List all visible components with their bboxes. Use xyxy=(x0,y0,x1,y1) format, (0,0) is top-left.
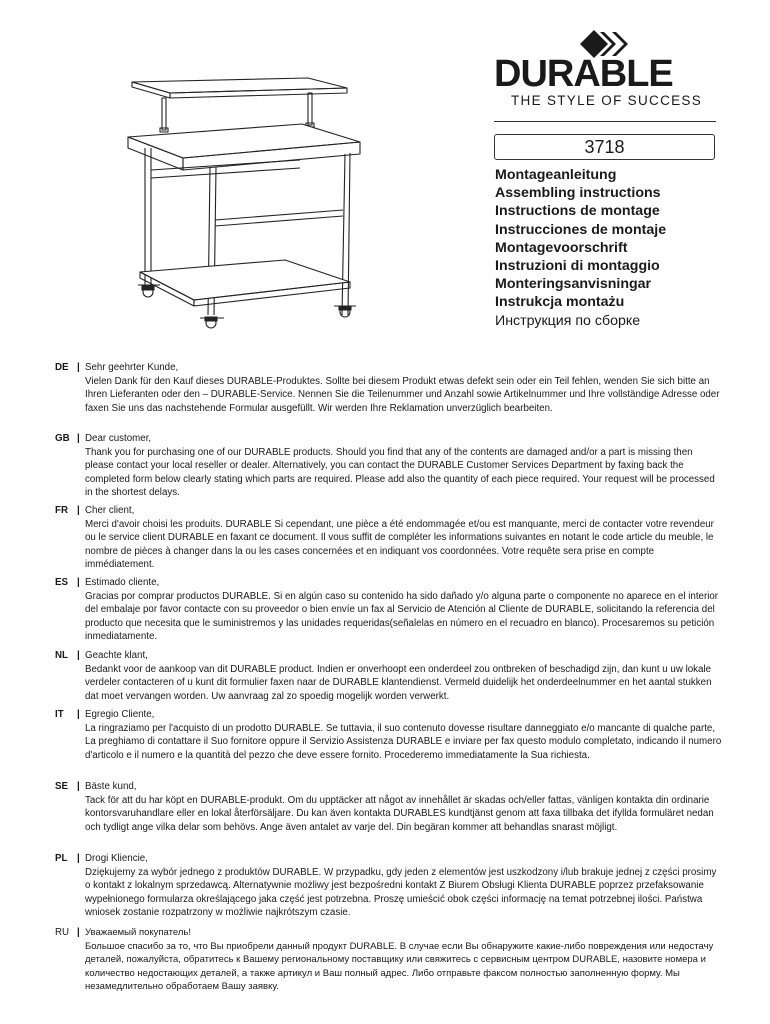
section-text: La ringraziamo per l'acquisto di un prodotto DURABLE. Se tuttavia, il suo contenuto dovesse risultare danneggiato e/o mancante di qualche parte, La preghiamo di contattare il Suo fornitore oppure il Servizio Assistenza DURABLE e inviare per fax questo modulo completato, indicando il numero d'articolo e il numero e la quantità del pezzo che deve essere fornito. Procederemo immediatamente la Sua richiesta. xyxy=(85,722,722,761)
greeting: Sehr geehrter Kunde, xyxy=(85,362,179,373)
lang-code: IT xyxy=(55,709,64,720)
greeting: Bäste kund, xyxy=(85,781,137,792)
section-es: ES | Estimado cliente, Gracias por comprar productos DURABLE. Si en algún caso su contenido ha sido dañado y/o alguna parte o componente no aparece en el interior del embalaje por favor contacte con su proveedor o bien envíe un fax al Servicio de Atención al Cliente de DURABLE, solicitando la referencia del producto que necesita que le suministremos y las unidades requeridas(señalelas en número en el recuadro en blanco). Procesaremos su petición inmediatamente. xyxy=(55,576,723,644)
lang-code: ES xyxy=(55,577,69,588)
greeting: Drogi Kliencie, xyxy=(85,853,148,864)
desk-illustration xyxy=(120,60,385,335)
title-pl: Instrukcja montażu xyxy=(495,294,625,311)
title-list xyxy=(495,166,666,330)
lang-code: NL xyxy=(55,650,68,661)
title-es: Instrucciones de montaje xyxy=(495,221,667,238)
greeting: Geachte klant, xyxy=(85,650,148,661)
title-se: Monteringsanvisningar xyxy=(495,276,652,293)
divider xyxy=(494,121,716,122)
section-text: Большое спасибо за то, что Вы приобрели данный продукт DURABLE. В случае если Вы обнаружите какие-либо повреждения или недостачу деталей, пожалуйста, обратитесь к Вашему региональному поставщику или свяжитесь с сервисным центром DURABLE, назовите номера и количество недостающих деталей, а также артикул и Ваш полный адрес. Либо отправьте факсом полностью заполненную форму. Мы незамедлительно обработаем Вашу заявку. xyxy=(85,940,714,992)
lang-code: PL xyxy=(55,853,68,864)
section-text: Thank you for purchasing one of our DURABLE products. Should you find that any of the contents are damaged and/or a part is missing then please contact your local reseller or dealer. Alternatively, you can contact the DURABLE Customer Services Department by faxing back the completed form below clearly stating which parts are required. Please add also the quantity of each piece required. Your request will be processed in the shortest delays. xyxy=(85,446,715,498)
greeting: Cher client, xyxy=(85,505,135,516)
section-text: Tack för att du har köpt en DURABLE-produkt. Om du upptäcker att något av innehållet är skadas och/eller fattas, vänligen kontakta din ordinarie kontorsvaruhandlare eller en lokal återförsäljare. Du kan även kontakta DURABLES kundtjänst genom att faxa tillbaka det ifyllda formuläret nedan och tydligt ange vilka delar som behövs. Ange även antalet av varje del. Din begäran kommer att behandlas snarast möjligt. xyxy=(85,794,714,833)
title-it: Instruzioni di montaggio xyxy=(495,258,660,275)
lang-code: GB xyxy=(55,433,70,444)
title-nl: Montagevoorschrift xyxy=(495,239,628,256)
section-text: Vielen Dank für den Kauf dieses DURABLE-Produktes. Sollte bei diesem Produkt etwas defekt sein oder ein Teil fehlen, wenden Sie sich bitte an Ihren Lieferanten oder den – DURABLE-Service. Nennen Sie die Teilenummer und Anzahl sowie Artikelnummer und Ihre vollständige Adresse oder faxen Sie uns das nachstehende Formular ausgefüllt. Wir werden Ihre Reklamation unverzüglich bearbeiten. xyxy=(85,375,720,414)
greeting: Egregio Cliente, xyxy=(85,709,155,720)
brand-name: DURABLE xyxy=(494,53,673,95)
section-text: Gracias por comprar productos DURABLE. Si en algún caso su contenido ha sido dañado y/o alguna parte o componente no aparece en el interior del embalaje por favor contacte con su proveedor o bien envíe un fax al Servicio de Atención al Cliente de DURABLE, solicitando la referencia del producto que necesita que le suministremos y las unidades requeridas(señalelas en número en el recuadro en blanco). Procesaremos su petición inmediatamente. xyxy=(85,590,719,642)
lang-code: FR xyxy=(55,505,68,516)
title-de: Montageanleitung xyxy=(495,167,617,183)
model-number: 3718 xyxy=(494,134,715,160)
lang-code: DE xyxy=(55,362,69,373)
greeting: Dear customer, xyxy=(85,433,152,444)
section-gb: GB | Dear customer, Thank you for purchasing one of our DURABLE products. Should you find that any of the contents are damaged and/or a part is missing then please contact your local reseller or dealer. Alternatively, you can contact the DURABLE Customer Services Department by faxing back the completed form below clearly stating which parts are required. Please add also the quantity of each piece required. Your request will be processed in the shortest delays. xyxy=(55,432,723,500)
section-de: DE | Sehr geehrter Kunde, Vielen Dank für den Kauf dieses DURABLE-Produktes. Sollte bei diesem Produkt etwas defekt sein oder ein Teil fehlen, wenden Sie sich bitte an Ihren Lieferanten oder den – DURABLE-Service. Nennen Sie die Teilenummer und Anzahl sowie Artikelnummer und Ihre vollständige Adresse oder faxen Sie uns das nachstehende Formular ausgefüllt. Wir werden Ihre Reklamation unverzüglich bearbeiten. xyxy=(55,361,723,415)
section-text: Dziękujemy za wybór jednego z produktów DURABLE. W przypadku, gdy jeden z elementów jest uszkodzony i/lub brakuje jednej z części prosimy o kontakt z lokalnym sprzedawcą. Alternatywnie możliwy jest bezpośredni kontakt Z Biurem Obsługi Klienta DURABLE poprzez przefaksowanie wypełnionego formularza określającego jaka część jest potrzebna. Proszę umieścić obok części informację na temat potrzebnej ilości. Państwa wniosek zostanie rozpatrzony w możliwie najkrótszym czasie. xyxy=(85,866,717,918)
section-it: IT | Egregio Cliente, La ringraziamo per l'acquisto di un prodotto DURABLE. Se tuttavia, il suo contenuto dovesse risultare danneggiato e/o mancante di qualche parte, La preghiamo di contattare il Suo fornitore oppure il Servizio Assistenza DURABLE e inviare per fax questo modulo completato, indicando il numero d'articolo e il numero e la quantità del pezzo che deve essere fornito. Procederemo immediatamente la Sua richiesta. xyxy=(55,709,722,761)
section-nl: NL | Geachte klant, Bedankt voor de aankoop van dit DURABLE product. Indien er onverhoopt een onderdeel zou ontbreken of beschadigd zijn, dan kunt u uw lokale verdeler contacteren of u kunt dit formulier faxen naar de DURABLE klantendienst. Vermeld duidelijk het onderdeelnummer en het aantal stukken dat moet vervangen worden. Uw aanvraag zal zo spoedig mogelijk worden verwerkt. xyxy=(55,649,723,703)
lang-code: RU xyxy=(55,927,70,938)
greeting: Estimado cliente, xyxy=(85,577,160,588)
section-fr: FR | Cher client, Merci d'avoir choisi les produits. DURABLE Si cependant, une pièce a été endommagée et/ou est manquante, merci de contacter votre revendeur ou le service client DURABLE en faxant ce document. Il vous suffit de compléter les informations suivantes en notant le code article du meuble, le nombre de pièces à changer dans la ou les cases concernées et en indiquant vos coordonnées. Votre requête sera prise en compte immédiatement. xyxy=(55,504,723,572)
section-pl: PL | Drogi Kliencie, Dziękujemy za wybór jednego z produktów DURABLE. W przypadku, gdy jeden z elementów jest uszkodzony i/lub brakuje jednej z części prosimy o kontakt z lokalnym sprzedawcą. Alternatywnie możliwy jest bezpośredni kontakt Z Biurem Obsługi Klienta DURABLE poprzez przefaksowanie wypełnionego formularza określającego jaka część jest potrzebna. Proszę umieścić obok części informację na temat potrzebnej ilości. Państwa wniosek zostanie rozpatrzony w możliwie najkrótszym czasie. xyxy=(55,852,723,920)
title-fr: Instructions de montage xyxy=(495,203,660,220)
title-gb: Assembling instructions xyxy=(495,185,661,202)
title-ru: Инструкция по сборке xyxy=(495,312,641,329)
section-text: Merci d'avoir choisi les produits. DURABLE Si cependant, une pièce a été endommagée et/ou est manquante, merci de contacter votre revendeur ou le service client DURABLE en faxant ce document. Il vous suffit de compléter les informations suivantes en notant le code article du meuble, le nombre de pièces à changer dans la ou les cases concernées et en indiquant vos coordonnées. Votre requête sera prise en compte immédiatement. xyxy=(85,518,714,570)
lang-code: SE xyxy=(55,781,69,792)
section-se: SE | Bäste kund, Tack för att du har köpt en DURABLE-produkt. Om du upptäcker att något av innehållet är skadas och/eller fattas, vänligen kontakta din ordinarie kontorsvaruhandlare eller en lokal återförsäljare. Du kan även kontakta DURABLES kundtjänst genom att faxa tillbaka det ifyllda formuläret nedan och tydligt ange vilka delar som behövs. Ange även antalet av varje del. Din begäran kommer att behandlas snarast möjligt. xyxy=(55,780,723,834)
greeting: Уважаемый покупатель! xyxy=(85,927,191,938)
section-text: Bedankt voor de aankoop van dit DURABLE product. Indien er onverhoopt een onderdeel zou ontbreken of beschadigd zijn, dan kunt u uw lokale verdeler contacteren of u kunt dit formulier faxen naar de DURABLE klantendienst. Vermeld duidelijk het onderdeelnummer en het aantal stukken dat moet vervangen worden. Uw aanvraag zal zo spoedig mogelijk worden verwerkt. xyxy=(85,663,712,702)
section-ru: RU | Уважаемый покупатель! Большое спасибо за то, что Вы приобрели данный продукт DURABLE. В случае если Вы обнаружите какие-либо повреждения или недостачу деталей, пожалуйста, обратитесь к Вашему региональному поставщику или свяжитесь с сервисным центром DURABLE, назовите номера и количество недостающих деталей, а также артикул и Ваш полный адрес. Либо отправьте факсом полностью заполненную форму. Мы незамедлительно обработаем Вашу заявку. xyxy=(55,926,723,994)
brand-tagline: THE STYLE OF SUCCESS xyxy=(511,93,703,108)
